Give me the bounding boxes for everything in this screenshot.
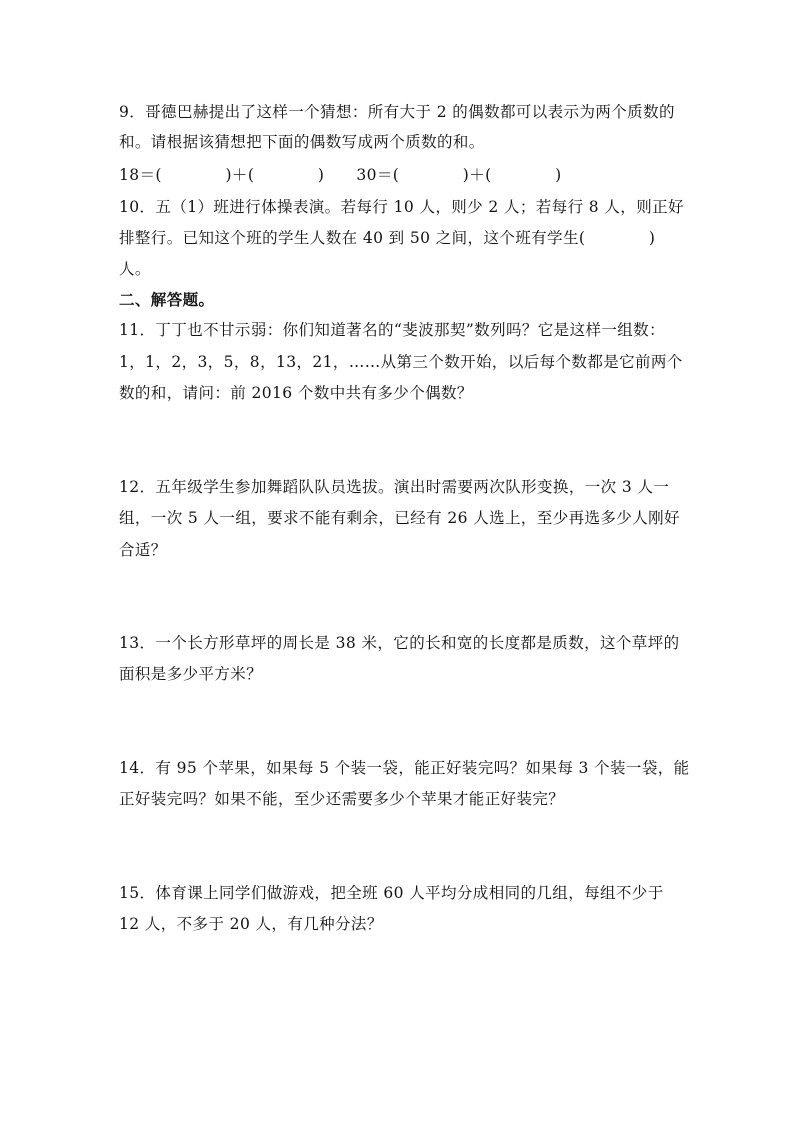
q11-line-3: 数的和，请问：前 2016 个数中共有多少个偶数？ xyxy=(119,384,473,402)
q12-line-2: 组，一次 5 人一组，要求不能有剩余，已经有 26 人选上，至少再选多少人刚好 xyxy=(119,509,680,527)
q13-line-2: 面积是多少平方米？ xyxy=(119,665,263,683)
section-heading: 二、解答题。 xyxy=(119,290,215,309)
q11-line-1: 11．丁丁也不甘示弱：你们知道著名的“斐波那契”数列吗？它是这样一组数： xyxy=(119,321,665,339)
q14-line-1: 14．有 95 个苹果，如果每 5 个装一袋，能正好装完吗？如果每 3 个装一袋，能 xyxy=(119,759,690,777)
q9-line-1: 9．哥德巴赫提出了这样一个猜想：所有大于 2 的偶数都可以表示为两个质数的 xyxy=(119,103,675,121)
q14-line-2: 正好装完吗？如果不能，至少还需要多少个苹果才能正好装完？ xyxy=(119,790,565,808)
q12-line-3: 合适？ xyxy=(119,541,167,559)
q9-line-2: 和。请根据该猜想把下面的偶数写成两个质数的和。 xyxy=(119,133,485,151)
q9-answer-line xyxy=(119,165,562,185)
q10-line-1: 10．五（1）班进行体操表演。若每行 10 人，则少 2 人；若每行 8 人，则正好 xyxy=(119,198,684,216)
q11-line-2: 1，1，2，3，5，8，13，21，……从第三个数开始，以后每个数都是它前两个 xyxy=(119,353,683,371)
q10-line-2: 排整行。已知这个班的学生人数在 40 到 50 之间，这个班有学生( ) xyxy=(119,229,656,247)
q13-line-1: 13．一个长方形草坪的周长是 38 米，它的长和宽的长度都是质数，这个草坪的 xyxy=(119,634,680,652)
q12-line-1: 12．五年级学生参加舞蹈队队员选拔。演出时需要两次队形变换，一次 3 人一 xyxy=(119,478,670,496)
q9-answer-30: 30＝( )＋( ) xyxy=(356,166,562,184)
q15-line-2: 12 人，不多于 20 人，有几种分法？ xyxy=(119,915,383,933)
q9-answer-18: 18＝( )＋( ) xyxy=(119,166,325,184)
q10-line-3: 人。 xyxy=(119,260,151,278)
q15-line-1: 15．体育课上同学们做游戏，把全班 60 人平均分成相同的几组，每组不少于 xyxy=(119,884,664,902)
